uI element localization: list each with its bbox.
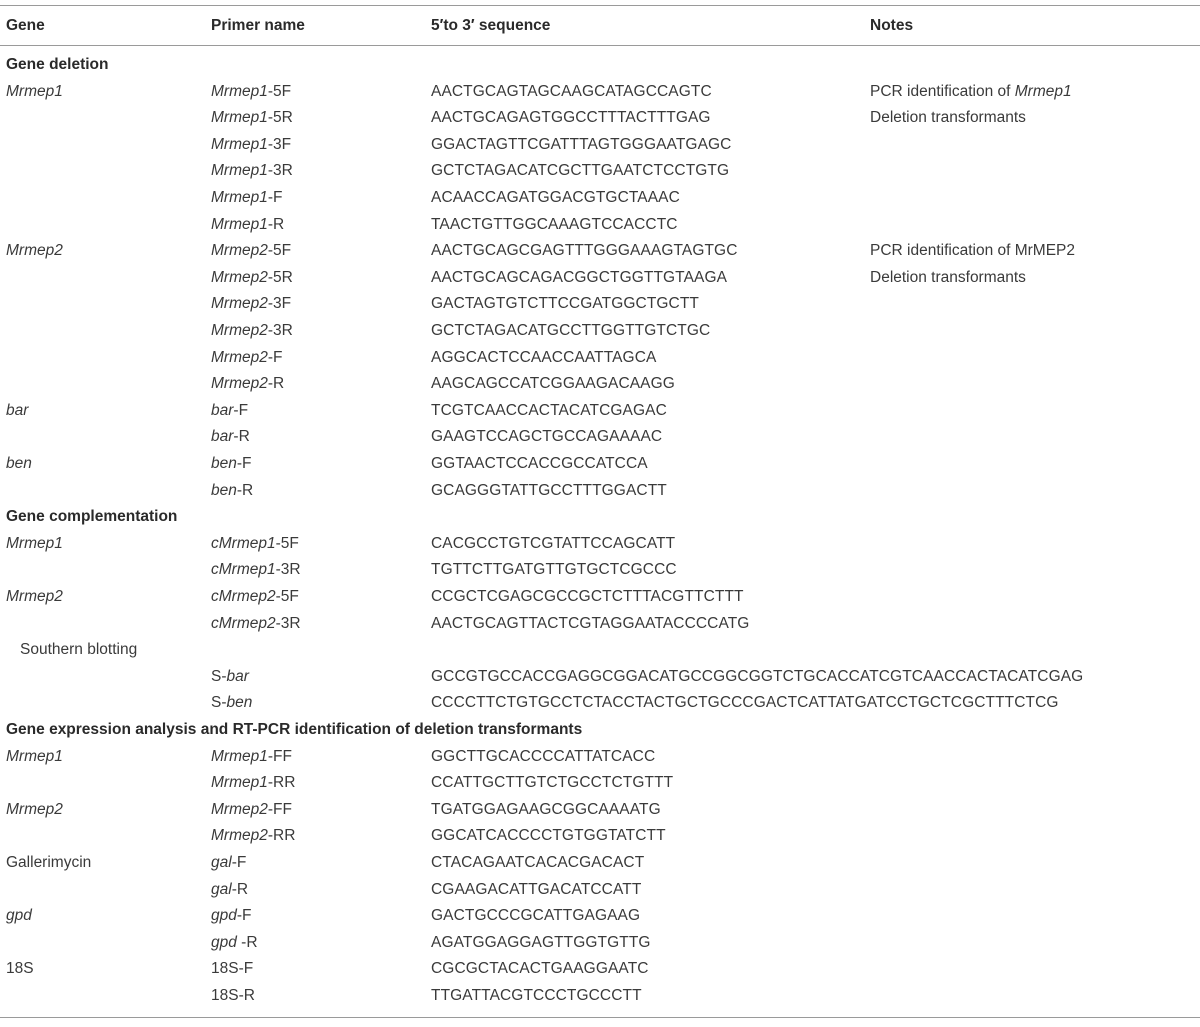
cell-sequence: AACTGCAGTTACTCGTAGGAATACCCCATG <box>431 614 750 632</box>
cell-primer-name: Mrmep1-FF <box>211 747 292 765</box>
cell-sequence: CCATTGCTTGTCTGCCTCTGTTT <box>431 774 674 792</box>
table-row <box>0 637 1200 664</box>
table-row <box>0 345 1200 372</box>
section-title: Gene complementation <box>6 508 178 526</box>
section-row <box>0 52 1200 79</box>
table-row <box>0 584 1200 611</box>
table-row <box>0 930 1200 957</box>
cell-primer-name: Mrmep2-5F <box>211 242 292 260</box>
cell-primer-name: Mrmep1-5R <box>211 109 293 127</box>
cell-sequence: AACTGCAGCAGACGGCTGGTTGTAAGA <box>431 268 728 286</box>
cell-gene: Mrmep1 <box>6 747 63 765</box>
table-row <box>0 877 1200 904</box>
table-row <box>0 132 1200 159</box>
header-primer-name: Primer name <box>211 17 305 34</box>
table-row <box>0 478 1200 505</box>
cell-gene: gpd <box>6 907 32 925</box>
cell-notes: Deletion transformants <box>870 268 1026 286</box>
cell-sequence: TAACTGTTGGCAAAGTCCACCTC <box>431 215 678 233</box>
header-rule <box>0 45 1200 46</box>
cell-sequence: CGAAGACATTGACATCCATT <box>431 880 642 898</box>
cell-primer-name: Mrmep1-RR <box>211 774 296 792</box>
cell-primer-name: 18S-F <box>211 960 254 978</box>
cell-primer-name: Mrmep1-R <box>211 215 285 233</box>
cell-sequence: GGCATCACCCCTGTGGTATCTT <box>431 827 666 845</box>
cell-sequence: GGCTTGCACCCCATTATCACC <box>431 747 656 765</box>
cell-sequence: CCCCTTCTGTGCCTCTACCTACTGCTGCCCGACTCATTATGATCCTGCTCGCTTTCTCG <box>431 694 1059 712</box>
table-row <box>0 398 1200 425</box>
cell-notes: PCR identification of MrMEP2 <box>870 242 1076 260</box>
table-row <box>0 744 1200 771</box>
cell-gene: Southern blotting <box>20 641 138 659</box>
cell-notes: Deletion transformants <box>870 109 1026 127</box>
cell-gene: Mrmep2 <box>6 588 63 605</box>
cell-sequence: TCGTCAACCACTACATCGAGAC <box>431 401 667 419</box>
table-row <box>0 903 1200 930</box>
cell-gene: ben <box>6 455 32 472</box>
table-row <box>0 291 1200 318</box>
table-row <box>0 770 1200 797</box>
cell-primer-name: Mrmep1-5F <box>211 82 292 100</box>
table-row <box>0 238 1200 265</box>
cell-primer-name: Mrmep1-3R <box>211 162 293 180</box>
cell-sequence: TGATGGAGAAGCGGCAAAATG <box>431 800 661 818</box>
table-row <box>0 557 1200 584</box>
table-row <box>0 956 1200 983</box>
cell-primer-name: Mrmep2-3F <box>211 295 292 313</box>
cell-primer-name: Mrmep2-R <box>211 375 285 393</box>
table-top-rule <box>0 5 1200 6</box>
table-bottom-rule <box>0 1017 1200 1018</box>
table-header-row <box>0 13 1200 40</box>
table-row <box>0 531 1200 558</box>
table-row <box>0 611 1200 638</box>
table-row <box>0 318 1200 345</box>
cell-sequence: TGTTCTTGATGTTGTGCTCGCCC <box>431 561 677 579</box>
cell-sequence: CTACAGAATCACACGACACT <box>431 854 645 871</box>
cell-sequence: ACAACCAGATGGACGTGCTAAAC <box>431 189 680 206</box>
cell-primer-name: Mrmep2-F <box>211 348 283 366</box>
table-row <box>0 265 1200 292</box>
cell-sequence: AACTGCAGAGTGGCCTTTACTTTGAG <box>431 109 711 127</box>
cell-primer-name: cMrmep2-3R <box>211 614 301 632</box>
cell-sequence: AACTGCAGTAGCAAGCATAGCCAGTC <box>431 82 712 100</box>
table-row <box>0 105 1200 132</box>
cell-gene: Mrmep2 <box>6 800 63 818</box>
cell-primer-name: Mrmep1-3F <box>211 135 292 153</box>
cell-primer-name: Mrmep2-5R <box>211 268 293 286</box>
header-gene: Gene <box>6 17 45 34</box>
cell-primer-name: bar-R <box>211 428 250 446</box>
table-row <box>0 850 1200 877</box>
section-row <box>0 504 1200 531</box>
table-row <box>0 79 1200 106</box>
cell-sequence: GCTCTAGACATGCCTTGGTTGTCTGC <box>431 322 711 339</box>
cell-sequence: GCAGGGTATTGCCTTTGGACTT <box>431 481 667 499</box>
cell-primer-name: gal-F <box>211 854 247 871</box>
cell-primer-name: cMrmep2-5F <box>211 588 299 605</box>
cell-primer-name: bar-F <box>211 401 249 419</box>
table-row <box>0 424 1200 451</box>
cell-primer-name: gpd-F <box>211 907 252 925</box>
cell-sequence: CCGCTCGAGCGCCGCTCTTTACGTTCTTT <box>431 588 744 605</box>
cell-primer-name: ben-R <box>211 481 254 499</box>
cell-gene: Gallerimycin <box>6 854 92 871</box>
table-row <box>0 371 1200 398</box>
cell-sequence: CGCGCTACACTGAAGGAATC <box>431 960 649 978</box>
section-title: Gene expression analysis and RT-PCR identification of deletion transformants <box>6 721 583 738</box>
cell-primer-name: S-ben <box>211 694 253 712</box>
cell-notes: PCR identification of Mrmep1 <box>870 82 1072 100</box>
section-title: Gene deletion <box>6 56 109 73</box>
cell-sequence: AACTGCAGCGAGTTTGGGAAAGTAGTGC <box>431 242 738 260</box>
cell-primer-name: Mrmep2-RR <box>211 827 296 845</box>
cell-sequence: AGATGGAGGAGTTGGTGTTG <box>431 933 651 951</box>
cell-sequence: GGACTAGTTCGATTTAGTGGGAATGAGC <box>431 135 732 153</box>
table-row <box>0 158 1200 185</box>
table-row <box>0 451 1200 478</box>
table-row <box>0 823 1200 850</box>
table-row <box>0 185 1200 212</box>
cell-primer-name: S-bar <box>211 667 249 685</box>
cell-primer-name: gpd -R <box>211 933 258 951</box>
cell-sequence: GACTAGTGTCTTCCGATGGCTGCTT <box>431 295 699 313</box>
cell-primer-name: 18S-R <box>211 987 255 1004</box>
cell-gene: Mrmep2 <box>6 242 63 260</box>
cell-sequence: GAAGTCCAGCTGCCAGAAAAC <box>431 428 663 446</box>
cell-gene: 18S <box>6 960 34 978</box>
section-row <box>0 717 1200 744</box>
cell-gene: Mrmep1 <box>6 534 63 552</box>
cell-sequence: AGGCACTCCAACCAATTAGCA <box>431 348 657 366</box>
cell-sequence: GCTCTAGACATCGCTTGAATCTCCTGTG <box>431 162 730 180</box>
cell-primer-name: cMrmep1-3R <box>211 561 301 579</box>
table-row <box>0 797 1200 824</box>
cell-sequence: AAGCAGCCATCGGAAGACAAGG <box>431 375 675 393</box>
cell-primer-name: Mrmep2-FF <box>211 800 292 818</box>
table-row <box>0 690 1200 717</box>
table-row <box>0 212 1200 239</box>
cell-sequence: GACTGCCCGCATTGAGAAG <box>431 907 641 925</box>
cell-primer-name: Mrmep2-3R <box>211 322 293 339</box>
header-sequence: 5′to 3′ sequence <box>431 17 551 34</box>
table-row <box>0 983 1200 1010</box>
cell-primer-name: ben-F <box>211 455 252 472</box>
header-notes: Notes <box>870 17 914 34</box>
cell-gene: bar <box>6 401 29 419</box>
cell-primer-name: Mrmep1-F <box>211 189 283 206</box>
cell-primer-name: cMrmep1-5F <box>211 534 299 552</box>
cell-primer-name: gal-R <box>211 880 249 898</box>
cell-gene: Mrmep1 <box>6 82 63 100</box>
cell-sequence: TTGATTACGTCCCTGCCCTT <box>431 987 642 1004</box>
cell-sequence: CACGCCTGTCGTATTCCAGCATT <box>431 534 676 552</box>
cell-sequence: GGTAACTCCACCGCCATCCA <box>431 455 648 472</box>
table-row <box>0 664 1200 691</box>
cell-sequence: GCCGTGCCACCGAGGCGGACATGCCGGCGGTCTGCACCATCGTCAACCACTACATCGAG <box>431 667 1084 685</box>
